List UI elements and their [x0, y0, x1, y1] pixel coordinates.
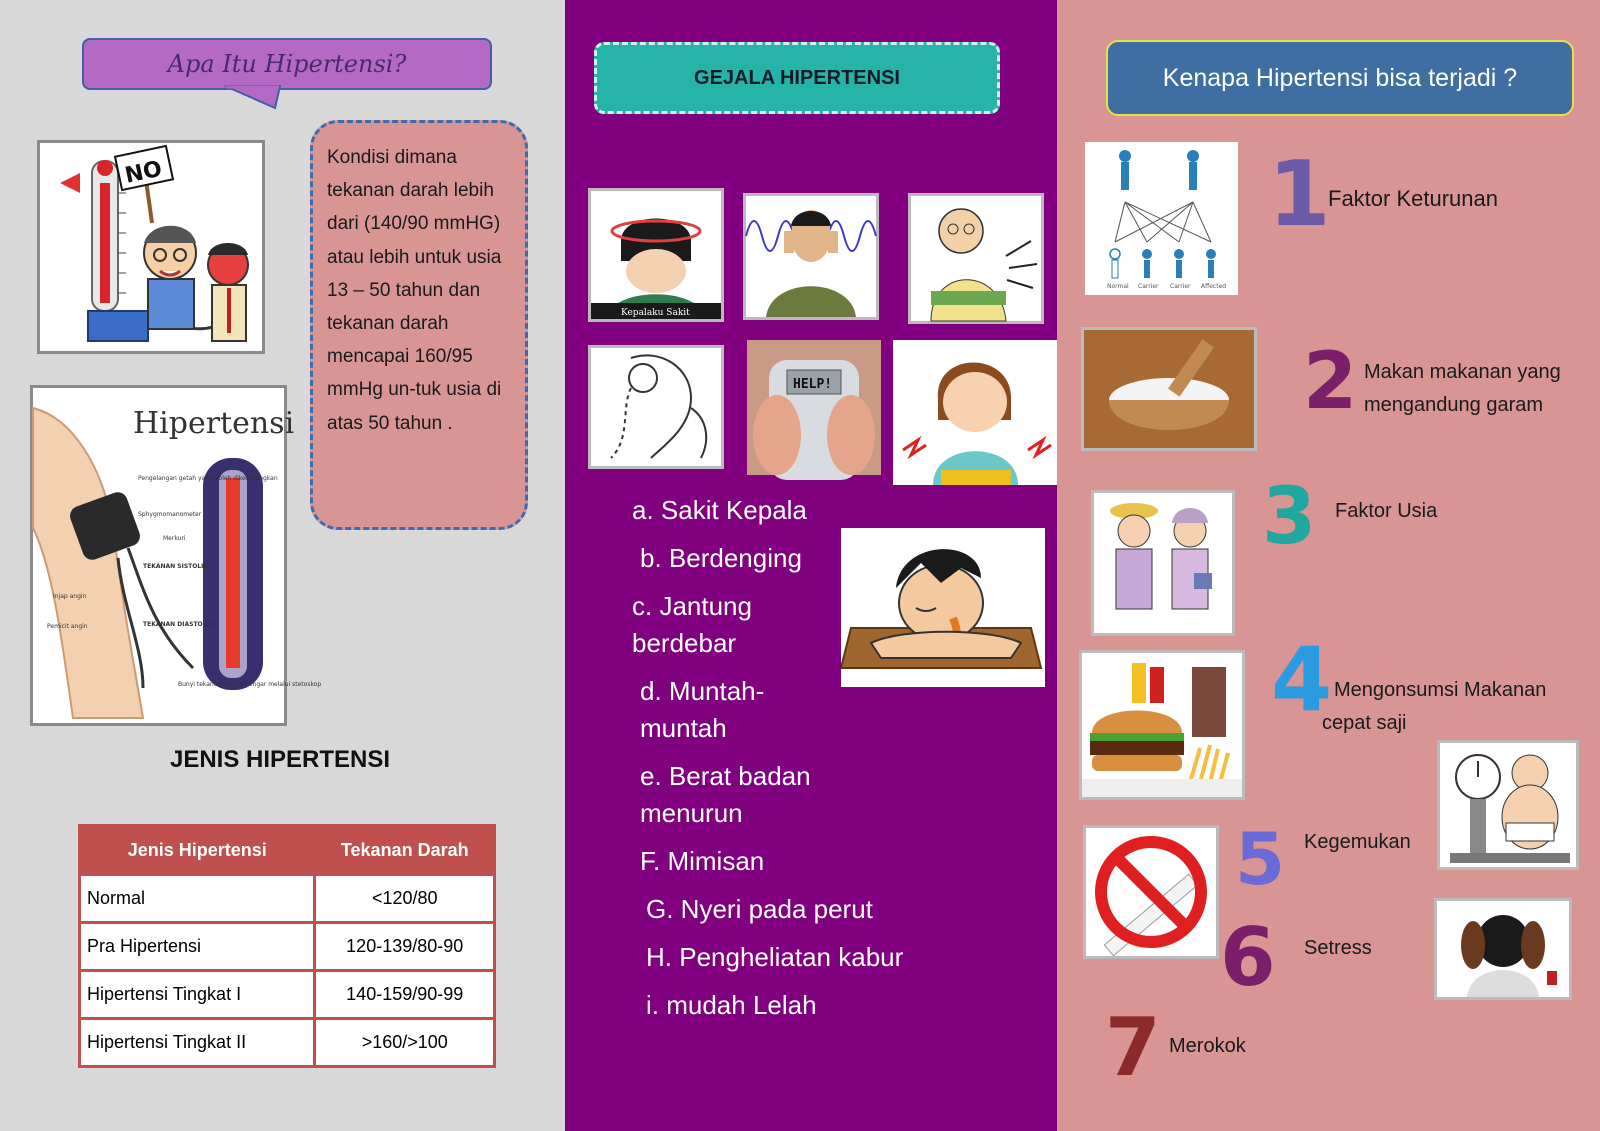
jenis-hipertensi-table — [78, 824, 496, 1068]
list-item: H. Pengheliatan kabur — [646, 942, 904, 972]
kenapa-title-box — [1106, 40, 1574, 116]
factor-label-2: Makan makanan yang mengandung garam — [1364, 361, 1561, 416]
no-smoking-icon — [1083, 825, 1219, 959]
table-row — [80, 1019, 495, 1067]
salt-bowl-illustration — [1081, 327, 1257, 451]
factor-number-1: 1 — [1268, 142, 1331, 247]
list-item: e. Berat badan menurun — [640, 761, 811, 828]
stomach-ache-illustration — [893, 340, 1057, 485]
kepalaku-sakit-caption: Kepalaku Sakit — [621, 308, 690, 318]
vomiting-illustration — [588, 345, 724, 469]
factor-label-5: Kegemukan — [1304, 831, 1411, 853]
headache-illustration — [588, 188, 724, 322]
table-cell: Hipertensi Tingkat II — [80, 1019, 315, 1067]
table-row — [80, 875, 495, 923]
label-merkuri: Merkuri — [163, 535, 186, 542]
table-cell: 120-139/80-90 — [315, 923, 495, 971]
ringing-ears-illustration — [743, 193, 879, 320]
label-pemicit: Pemicit angin — [47, 623, 88, 630]
list-item: F. Mimisan — [640, 846, 765, 876]
table-cell: Pra Hipertensi — [80, 923, 315, 971]
overweight-illustration — [1437, 740, 1579, 870]
list-item: G. Nyeri pada perut — [646, 894, 873, 924]
help-display-text: HELP! — [793, 377, 833, 392]
genetics-label: Carrier — [1138, 283, 1159, 290]
label-sphygmo: Sphygmomanometer — [138, 511, 202, 518]
table-cell: <120/80 — [315, 875, 495, 923]
list-item: b. Berdenging — [640, 543, 802, 573]
list-item: a. Sakit Kepala — [632, 495, 807, 525]
definition-text: Kondisi dimana tekanan darah lebih dari (140/90 mmHG) atau lebih untuk usia 13 – 50 tahun dan tekanan darah mencapai 160/95 mmHg un-tuk usia di atas 50 tahun . — [327, 147, 502, 434]
table-header: Tekanan Darah — [315, 826, 495, 875]
jenis-hipertensi-heading: JENIS HIPERTENSI — [169, 746, 391, 773]
chest-pain-illustration — [908, 193, 1044, 324]
kenapa-title-text: Kenapa Hipertensi bisa terjadi ? — [1162, 63, 1518, 92]
factor-number-4: 4 — [1271, 628, 1333, 731]
elderly-couple-illustration — [1091, 490, 1235, 636]
list-item: i. mudah Lelah — [646, 990, 817, 1020]
genetics-label: Carrier — [1170, 283, 1191, 290]
gejala-title-text: GEJALA HIPERTENSI — [694, 66, 900, 89]
table-cell: >160/>100 — [315, 1019, 495, 1067]
factor-number-7: 7 — [1105, 1001, 1161, 1094]
factor-label-6: Setress — [1304, 937, 1372, 959]
label-sistolik: TEKANAN SISTOLIK — [143, 563, 209, 570]
no-sign-text: NO — [122, 156, 165, 189]
genetics-illustration — [1085, 142, 1238, 295]
factor-label-1: Faktor Keturunan — [1328, 186, 1498, 211]
gejala-title-box — [594, 42, 1000, 114]
factor-number-6: 6 — [1220, 911, 1276, 1004]
factor-label-3: Faktor Usia — [1335, 500, 1438, 522]
hipertensi-label: Hipertensi — [133, 406, 295, 441]
genetics-label: Normal — [1107, 283, 1129, 290]
definition-box — [310, 120, 528, 530]
doctor-bp-illustration — [37, 140, 265, 354]
panel-apa-itu — [0, 0, 565, 1131]
label-pengelangan: Pengelangan getah yang boleh dikembungkan — [138, 475, 278, 482]
bubble-title-text: Apa Itu Hipertensi? — [167, 50, 407, 78]
symptom-list — [612, 492, 922, 1035]
table-header-row — [80, 826, 495, 875]
speech-bubble-tail — [225, 86, 285, 110]
table-row — [80, 971, 495, 1019]
factor-label-4: Mengonsumsi Makanan cepat saji — [1322, 679, 1547, 734]
table-cell: Hipertensi Tingkat I — [80, 971, 315, 1019]
fast-food-illustration — [1079, 650, 1245, 800]
factor-number-3: 3 — [1262, 472, 1317, 562]
table-header: Jenis Hipertensi — [80, 826, 315, 875]
table-cell: 140-159/90-99 — [315, 971, 495, 1019]
hipertensi-arm-illustration — [30, 385, 322, 726]
factor-number-5: 5 — [1235, 817, 1286, 901]
label-injap: Injap angin — [53, 593, 87, 600]
list-item: c. Jantung berdebar — [632, 591, 752, 658]
factor-label-7: Merokok — [1169, 1035, 1246, 1057]
label-diastolik: TEKANAN DIASTOLIK — [143, 621, 214, 628]
list-item: d. Muntah-muntah — [640, 676, 765, 743]
table-cell: Normal — [80, 875, 315, 923]
table-row — [80, 923, 495, 971]
factor-number-2: 2 — [1303, 337, 1358, 427]
speech-bubble-title — [82, 38, 492, 90]
scale-illustration — [747, 340, 881, 475]
genetics-label: Affected — [1201, 283, 1227, 290]
label-bunyi: Bunyi tekanan akan didengar melalui stetoskop — [178, 681, 322, 688]
stress-illustration — [1434, 898, 1572, 1000]
